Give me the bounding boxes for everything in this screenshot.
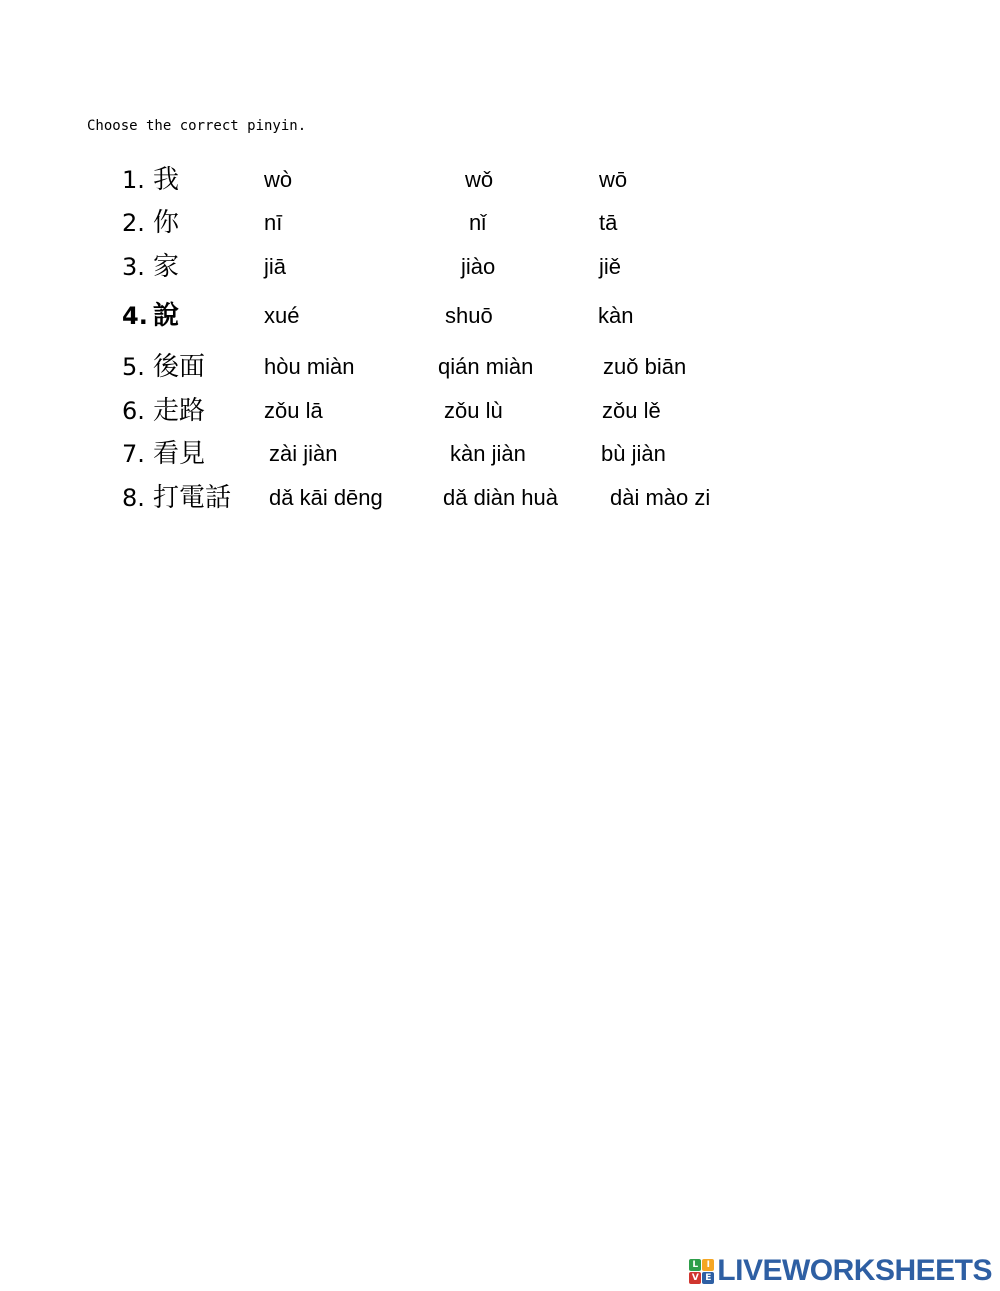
option-a[interactable]: zǒu lā — [264, 398, 323, 423]
option-a[interactable]: wò — [264, 167, 293, 192]
question-character: 看見 — [153, 439, 206, 469]
question-row-8 — [0, 484, 1000, 524]
brand-wordmark: LIVEWORKSHEETS — [717, 1254, 992, 1287]
question-number: 1. — [122, 166, 145, 194]
option-c[interactable]: bù jiàn — [601, 441, 666, 466]
option-c[interactable]: tā — [599, 210, 618, 235]
logo-tile-i: I — [702, 1259, 714, 1271]
option-b[interactable]: nǐ — [469, 210, 487, 235]
option-b[interactable]: qián miàn — [438, 354, 534, 379]
option-a[interactable]: xué — [264, 303, 300, 328]
option-a[interactable]: zài jiàn — [269, 441, 338, 466]
option-b[interactable]: dǎ diàn huà — [443, 485, 558, 510]
question-number: 8. — [122, 484, 145, 512]
option-b[interactable]: jiào — [461, 254, 496, 279]
liveworksheets-logo-icon — [689, 1259, 714, 1284]
option-a[interactable]: nī — [264, 210, 283, 235]
option-a[interactable]: dǎ kāi dēng — [269, 485, 383, 510]
question-number: 3. — [122, 253, 145, 281]
question-number: 6. — [122, 397, 145, 425]
question-number: 7. — [122, 440, 145, 468]
question-row-2 — [0, 209, 1000, 249]
option-a[interactable]: hòu miàn — [264, 354, 355, 379]
option-c[interactable]: jiě — [599, 254, 622, 279]
question-character: 走路 — [153, 396, 206, 426]
question-number: 5. — [122, 353, 145, 381]
option-a[interactable]: jiā — [264, 254, 287, 279]
instruction-text: Choose the correct pinyin. — [87, 118, 307, 134]
logo-tile-e: E — [702, 1272, 714, 1284]
question-row-3 — [0, 253, 1000, 293]
question-character: 後面 — [153, 352, 206, 382]
question-row-1 — [0, 166, 1000, 206]
question-character: 家 — [153, 252, 180, 282]
question-number: 4. — [122, 302, 148, 330]
option-c[interactable]: zǒu lě — [602, 398, 661, 423]
option-c[interactable]: dài mào zi — [610, 485, 711, 510]
option-c[interactable]: wō — [599, 167, 628, 192]
liveworksheets-brand — [689, 1253, 992, 1289]
option-b[interactable]: kàn jiàn — [450, 441, 526, 466]
option-c[interactable]: kàn — [598, 303, 634, 328]
logo-tile-v: V — [689, 1272, 701, 1284]
question-row-6 — [0, 397, 1000, 437]
question-character: 你 — [153, 208, 180, 238]
logo-tile-l: L — [689, 1259, 701, 1271]
option-c[interactable]: zuǒ biān — [603, 354, 687, 379]
question-number: 2. — [122, 209, 145, 237]
question-row-7 — [0, 440, 1000, 480]
option-b[interactable]: zǒu lù — [444, 398, 503, 423]
question-row-5 — [0, 353, 1000, 393]
question-character: 打電話 — [153, 483, 232, 513]
question-row-4 — [0, 302, 1000, 342]
question-character: 我 — [153, 165, 180, 195]
option-b[interactable]: wǒ — [465, 167, 494, 192]
question-list — [0, 0, 1000, 600]
option-b[interactable]: shuō — [445, 303, 493, 328]
question-character: 說 — [153, 301, 180, 331]
